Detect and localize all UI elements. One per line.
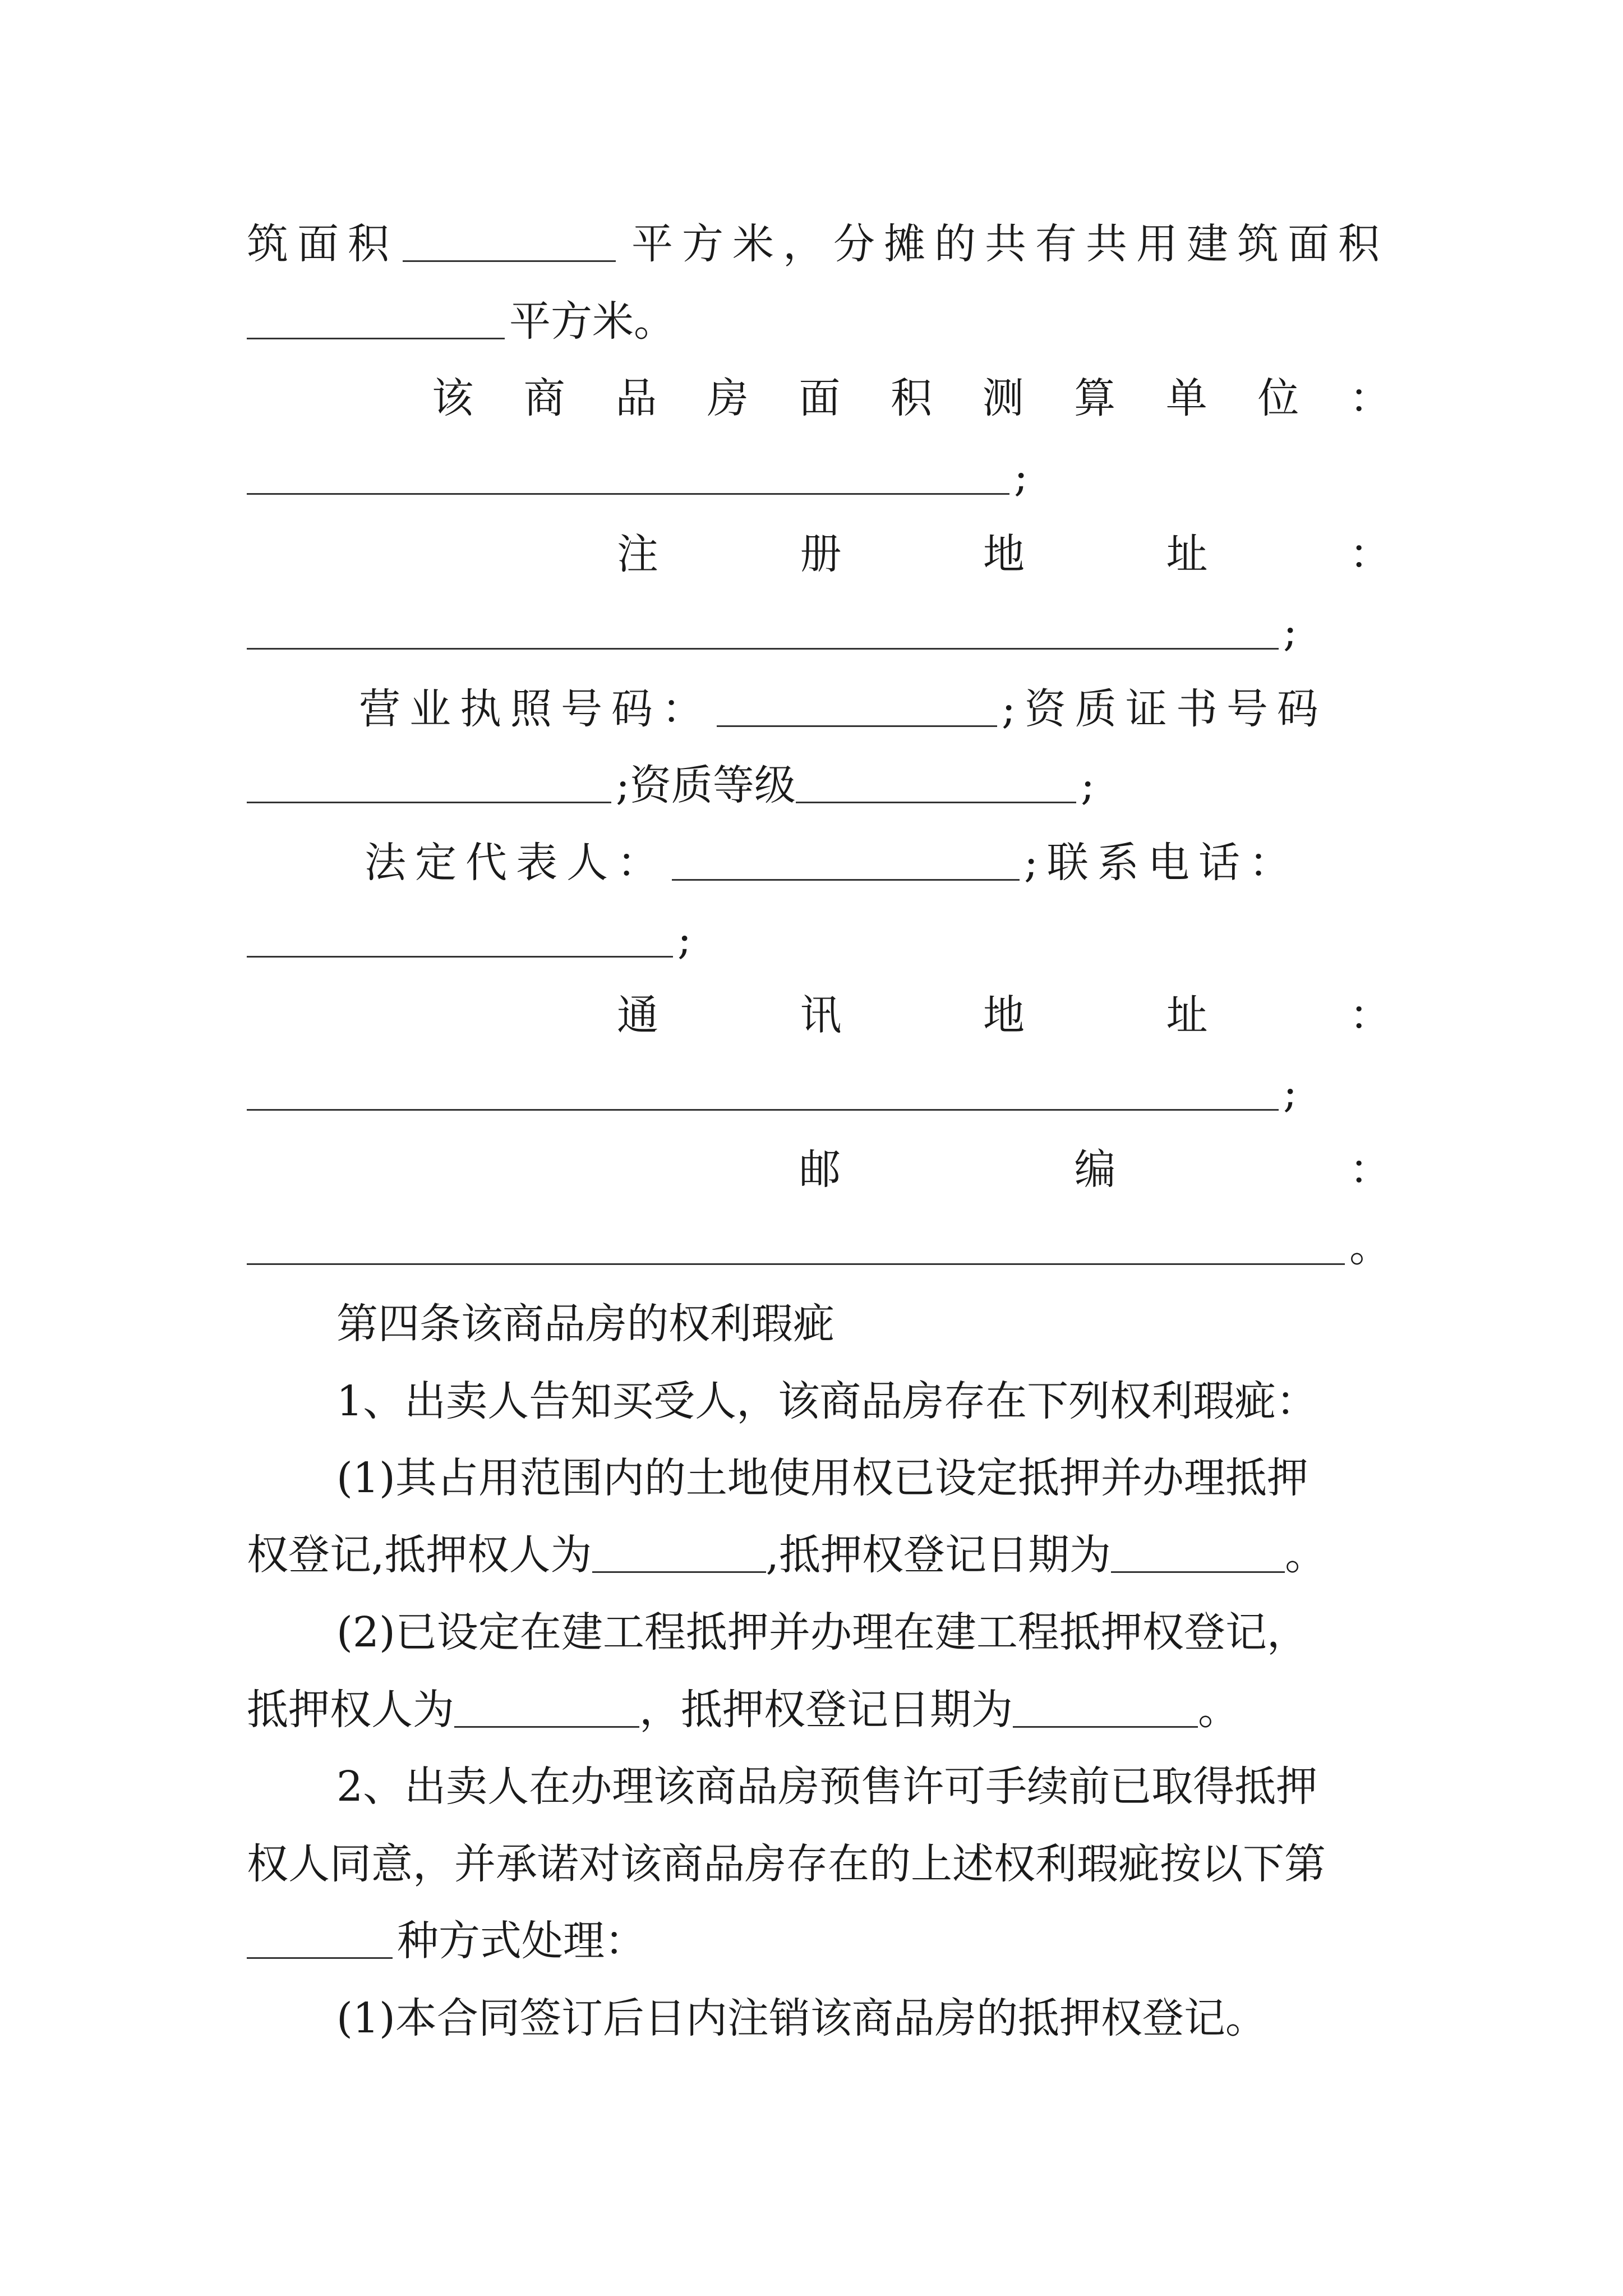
blank-field[interactable] [247,1924,393,1959]
blank-field[interactable] [247,459,1009,495]
blank-field[interactable] [796,768,1076,803]
glyph: ： [1349,530,1391,578]
glyph: 邮 [799,1145,841,1194]
glyph: 品 [615,374,657,422]
paragraph-line [247,1521,1391,1589]
glyph: 商 [523,374,565,422]
text: 平方米，分摊的共有共用建筑面积 [631,220,1389,268]
glyph: 注 [617,530,658,578]
text: 。 [1285,1531,1327,1579]
glyph: 址 [1166,530,1208,578]
blank-field[interactable] [247,922,673,958]
paragraph-line [336,1599,1391,1666]
blank-field[interactable] [247,304,505,339]
blank-field[interactable] [672,845,1020,881]
line-qualification [247,752,1391,819]
blank-field[interactable] [592,1538,766,1573]
blank-field[interactable] [454,1692,639,1728]
text: 抵押权人为 [247,1686,454,1734]
paragraph-line [336,1985,1391,2052]
paragraph-line [336,1368,1391,1435]
text: (1)其占用范围内的土地使用权已设定抵押并办理抵押 [336,1454,1308,1502]
text: ;联系电话： [1024,839,1299,887]
line-shared-area [247,288,1391,355]
glyph: 册 [800,530,842,578]
paragraph-line [336,1753,1391,1820]
text: ,抵押权登记日期为 [766,1531,1112,1579]
glyph: 地 [983,991,1025,1039]
blank-field[interactable] [717,692,997,727]
text: ; [1283,608,1297,656]
line-floor-area [247,210,1391,278]
text: ;资质等级 [616,761,796,809]
blank-field[interactable] [247,1075,1279,1111]
paragraph-line [247,1830,1391,1898]
text: ;资质证书号码 [1002,685,1327,733]
paragraph-line [336,1444,1391,1512]
line-blank [247,1213,1391,1281]
glyph: 房 [707,374,749,422]
glyph: 编 [1074,1145,1116,1194]
line-postcode [799,1136,1391,1203]
text: 种方式处理： [397,1917,646,1965]
text: 营业执照号码： [359,685,712,733]
glyph: 讯 [800,991,842,1039]
line-mail-address [617,982,1391,1049]
glyph: 址 [1166,991,1208,1039]
text: ; [677,915,691,964]
blank-field[interactable] [247,768,611,803]
blank-field[interactable] [403,227,616,262]
glyph: 该 [432,374,473,422]
blank-field[interactable] [1013,1692,1198,1728]
text: (1)本合同签订后日内注销该商品房的抵押权登记。 [336,1994,1267,2042]
glyph: 测 [982,374,1024,422]
article-heading [336,1290,1391,1358]
glyph: ： [1349,374,1391,422]
line-blank [247,443,1391,510]
text: (2)已设定在建工程抵押并办理在建工程抵押权登记， [336,1608,1308,1657]
text: 1、出卖人告知买受人，该商品房存在下列权利瑕疵： [336,1377,1318,1425]
paragraph-line [247,1676,1391,1743]
glyph: 算 [1074,374,1116,422]
line-survey-unit [432,365,1391,432]
line-blank [247,906,1391,973]
blank-field[interactable] [247,1230,1345,1265]
text: 平方米。 [509,297,675,346]
glyph: 通 [617,991,658,1039]
glyph: 地 [983,530,1025,578]
text: ; [1014,453,1028,501]
glyph: ： [1349,1145,1391,1194]
line-blank [247,1059,1391,1126]
text: 权人同意，并承诺对该商品房存在的上述权利瑕疵按以下第 [247,1840,1326,1888]
blank-field[interactable] [247,614,1279,650]
text: 。 [1349,1223,1391,1271]
paragraph-line [247,1907,1391,1975]
text: ; [1283,1069,1297,1117]
glyph: 面 [799,374,841,422]
line-blank [247,598,1391,665]
glyph: ： [1349,991,1391,1039]
text: 筑面积 [247,220,398,268]
blank-field[interactable] [1111,1538,1285,1573]
glyph: 积 [890,374,932,422]
line-license [359,675,1391,743]
text: 法定代表人： [365,839,667,887]
text: 第四条该商品房的权利瑕疵 [336,1300,834,1348]
line-registered-address [617,521,1391,588]
text: ; [1080,761,1095,809]
glyph: 位 [1257,374,1299,422]
text: 权登记,抵押权人为 [247,1531,592,1579]
text: 2、出卖人在办理该商品房预售许可手续前已取得抵押 [336,1763,1318,1811]
text: 。 [1198,1686,1239,1734]
glyph: 单 [1165,374,1207,422]
text: ，抵押权登记日期为 [639,1686,1013,1734]
line-legal-rep [365,829,1391,896]
